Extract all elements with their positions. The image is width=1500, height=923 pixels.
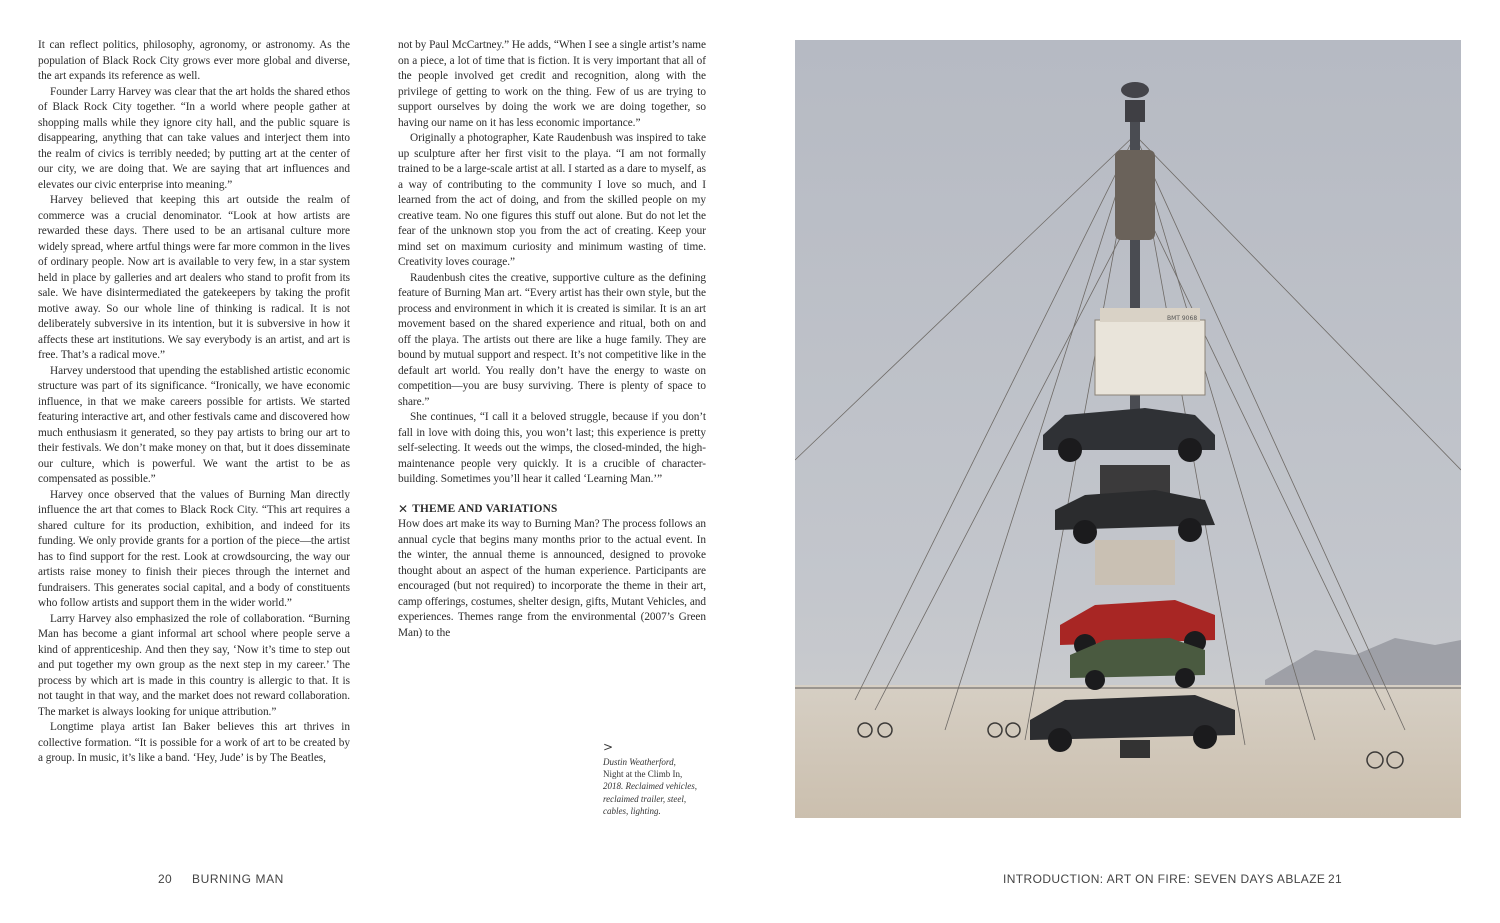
left-running-head: BURNING MAN — [192, 872, 284, 886]
chevron-right-icon: > — [603, 740, 614, 754]
cross-icon: ✕ — [398, 501, 409, 516]
paragraph: Originally a photographer, Kate Raudenbush was inspired to take up sculpture after her first visit to the playa. “I am not formally trained to be a large-scale artist at all. I started as a dare to myself, as a way of contributing to the community I love so much, and I learned from the act of doing, and from the skilled people on my creative team. No one figures this stuff out alone. But do not let the fear of the unknown stop you from the act of creating. Keep your mind set on maximum curiosity and minimum wasting of time. Creativity loves courage.” — [398, 132, 706, 268]
right-page-number: 21 — [1328, 872, 1342, 886]
sculpture-photo — [795, 40, 1461, 818]
right-running-head: INTRODUCTION: ART ON FIRE: SEVEN DAYS ABLAZE — [1003, 872, 1326, 886]
caption-title: Night at the Climb In, — [603, 769, 683, 780]
caption-year: 2018. — [603, 781, 626, 792]
paragraph: Larry Harvey also emphasized the role of collaboration. “Burning Man has become a giant informal art school where people serve a kind of apprenticeship. And then they say, ‘Now it’s time to step out and put together my own group as the next step in my career.’ The process by which art is made in this country is allergic to that. It is not taught in that way, and the market does not reward collaboration. The market is always looking for unique attribution.” — [38, 612, 350, 718]
paragraph: Raudenbush cites the creative, supportive culture as the defining feature of Burning Man art. “Every artist has their own style, but the process and environment in which it is created is similar. It is an art movement based on the shared experience and ritual, both on and off the playa. The artists out there are like a huge family. They are bound by mutual support and respect. It’s not competitive like in the default art world. You really don’t have the energy to waste on competition—you are busy surviving. There is plenty of space to share.” — [398, 271, 706, 408]
left-page-number: 20 — [158, 872, 172, 886]
paragraph: She continues, “I call it a beloved struggle, because if you don’t fall in love with doing this, you won’t last; this experience is pretty self-selecting. It weeds out the wimps, the closed-minded, the high-maintenance people very quickly. It is a crucible of character-building. Sometimes you’ll hear it called ‘Learning Man.’” — [398, 411, 706, 485]
caption-materials: Reclaimed vehicles, reclaimed trailer, steel, cables, lighting. — [603, 781, 697, 816]
section-heading — [398, 502, 706, 518]
trailer-sign: BMT 9068 — [1167, 315, 1198, 322]
section-heading-text: THEME AND VARIATIONS — [412, 502, 558, 515]
paragraph: not by Paul McCartney.” He adds, “When I see a single artist’s name on a piece, a lot of time that is fiction. It is very important that all of the people involved get credit and recognition, along with the privilege of getting to work on the thing. Few of us are trying to support ourselves by doing the work we are doing together, so having our name on it has less economic importance.” — [398, 39, 706, 129]
paragraph: Harvey believed that keeping this art outside the realm of commerce was a crucial denominator. “Look at how artists are rewarded these days. There used to be an artisanal culture more widely spread, where artful things were far more common in the lives of ordinary people. Now art is available to very few, in a star system held in place by galleries and art dealers who stand to profit from its sale. We have disintermediated the gatekeepers by taking the profit motive away. So our whole line of thinking is radical. It is not deliberately subversive in its intention, but it is subversive in how it affects these art institutions. We say everybody is an artist, and art is free. That’s a radical move.” — [38, 194, 350, 361]
paragraph: How does art make its way to Burning Man? The process follows an annual cycle that begins many months prior to the actual event. In the winter, the annual theme is announced, designed to provoke thought about an aspect of the human experience. Participants are encouraged (but not required) to incorporate the theme in their art, camp offerings, costumes, shelter design, gifts, Mutant Vehicles, and experiences. Themes range from the environmental (2007’s Green Man) to the — [398, 518, 706, 639]
top-basket — [1115, 150, 1155, 240]
photo-caption — [603, 740, 713, 817]
paragraph: Harvey once observed that the values of Burning Man directly influence the art that comes to Black Rock City. “This art requires a shared culture for its production, exhibition, and indeed for its funding. We only provide grants for a portion of the piece—the artist has to find support for the rest. Look at crowdsourcing, the way our artists raise money to finish their pieces through the internet and fundraisers. This generates social capital, and a body of constituents who follow artists and support them in the wider world.” — [38, 488, 350, 609]
mast-top — [1125, 100, 1145, 122]
left-text-column — [38, 38, 350, 767]
paragraph: Founder Larry Harvey was clear that the art holds the shared ethos of Black Rock City together. “In a world where people gather at shopping malls while they ignore city hall, and the public square is disappearing, anything that can take values and interject them into the realm of civics is terribly needed; by putting art at the center of our city, we are doing that. We are saying that art influences and elevates our civic enterprise into meaning.” — [38, 85, 350, 191]
paragraph: Longtime playa artist Ian Baker believes this art thrives in collective formation. “It is possible for a work of art to be created by a group. In music, it’s like a band. ‘Hey, Jude’ is by The Beatles, — [38, 721, 350, 764]
trailer — [1095, 320, 1205, 395]
caption-artist: Dustin Weatherford, — [603, 757, 676, 767]
caption-text — [603, 756, 713, 817]
paragraph: Harvey understood that upending the established artistic economic structure was part of its significance. “Ironically, we have economic influence, in that we make careers possible for artists. We started featuring interactive art, and other festivals came and discovered how much enthusiasm it generated, so they pay artists to bring our art to their festivals. We don’t make money on that, but it does disseminate our culture, which is powerful. We want the artist to be as compensated as possible.” — [38, 364, 350, 485]
middle-text-column — [398, 38, 706, 641]
photo-illustration — [795, 40, 1461, 818]
paragraph: It can reflect politics, philosophy, agronomy, or astronomy. As the population of Black Rock City grows ever more global and diverse, the art expands its reference as well. — [38, 39, 350, 82]
car-grey — [1095, 540, 1175, 585]
base-post — [1120, 740, 1150, 758]
